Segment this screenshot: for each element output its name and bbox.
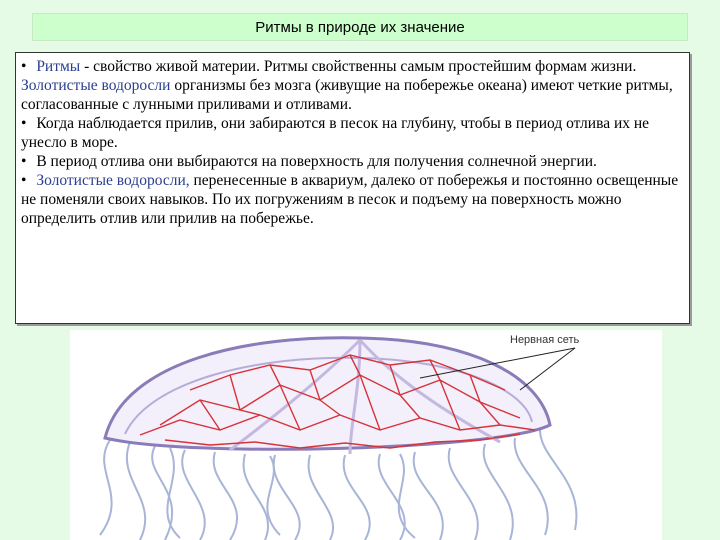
text-block — [15, 52, 690, 324]
paragraph-3-text: В период отлива они выбираются на поверхность для получения солнечной энергии. — [36, 153, 597, 170]
jellyfish-drawing — [70, 330, 662, 540]
paragraph-4 — [21, 171, 683, 228]
bullet-3: • — [21, 153, 27, 170]
term-rhythms: Ритмы — [36, 58, 81, 75]
paragraph-1-text-a: - свойство живой материи. Ритмы свойственны самым простейшим формам жизни. — [80, 58, 637, 75]
label-pointer-2 — [520, 348, 575, 390]
paragraph-2 — [21, 114, 683, 152]
nerve-net-label: Нервная сеть — [510, 334, 580, 346]
term-golden-algae-2: Золотистые водоросли, — [36, 172, 190, 189]
bullet-1: • — [21, 58, 27, 75]
paragraph-1 — [21, 57, 683, 114]
jellyfish-illustration — [70, 330, 662, 540]
paragraph-1-text-b: организмы без мозга (живущие на побережье океана) имеют четкие ритмы, согласованные с лунными приливами и отливами. — [21, 77, 673, 113]
paragraph-4-text: перенесенные в аквариум, далеко от побережья и постоянно освещенные не поменяли своих навыков. По их погружениям в песок и подъему на поверхность можно определить отлив или прилив на побережье. — [21, 172, 679, 227]
bullet-2: • — [21, 115, 27, 132]
slide-title-text: Ритмы в природе их значение — [255, 18, 465, 36]
paragraph-2-text: Когда наблюдается прилив, они забираются в песок на глубину, чтобы в период отлива их не унесло в море. — [21, 115, 650, 151]
paragraph-3 — [21, 152, 683, 171]
slide-title — [32, 13, 688, 41]
bullet-4: • — [21, 172, 27, 189]
term-golden-algae: Золотистые водоросли — [21, 77, 171, 94]
